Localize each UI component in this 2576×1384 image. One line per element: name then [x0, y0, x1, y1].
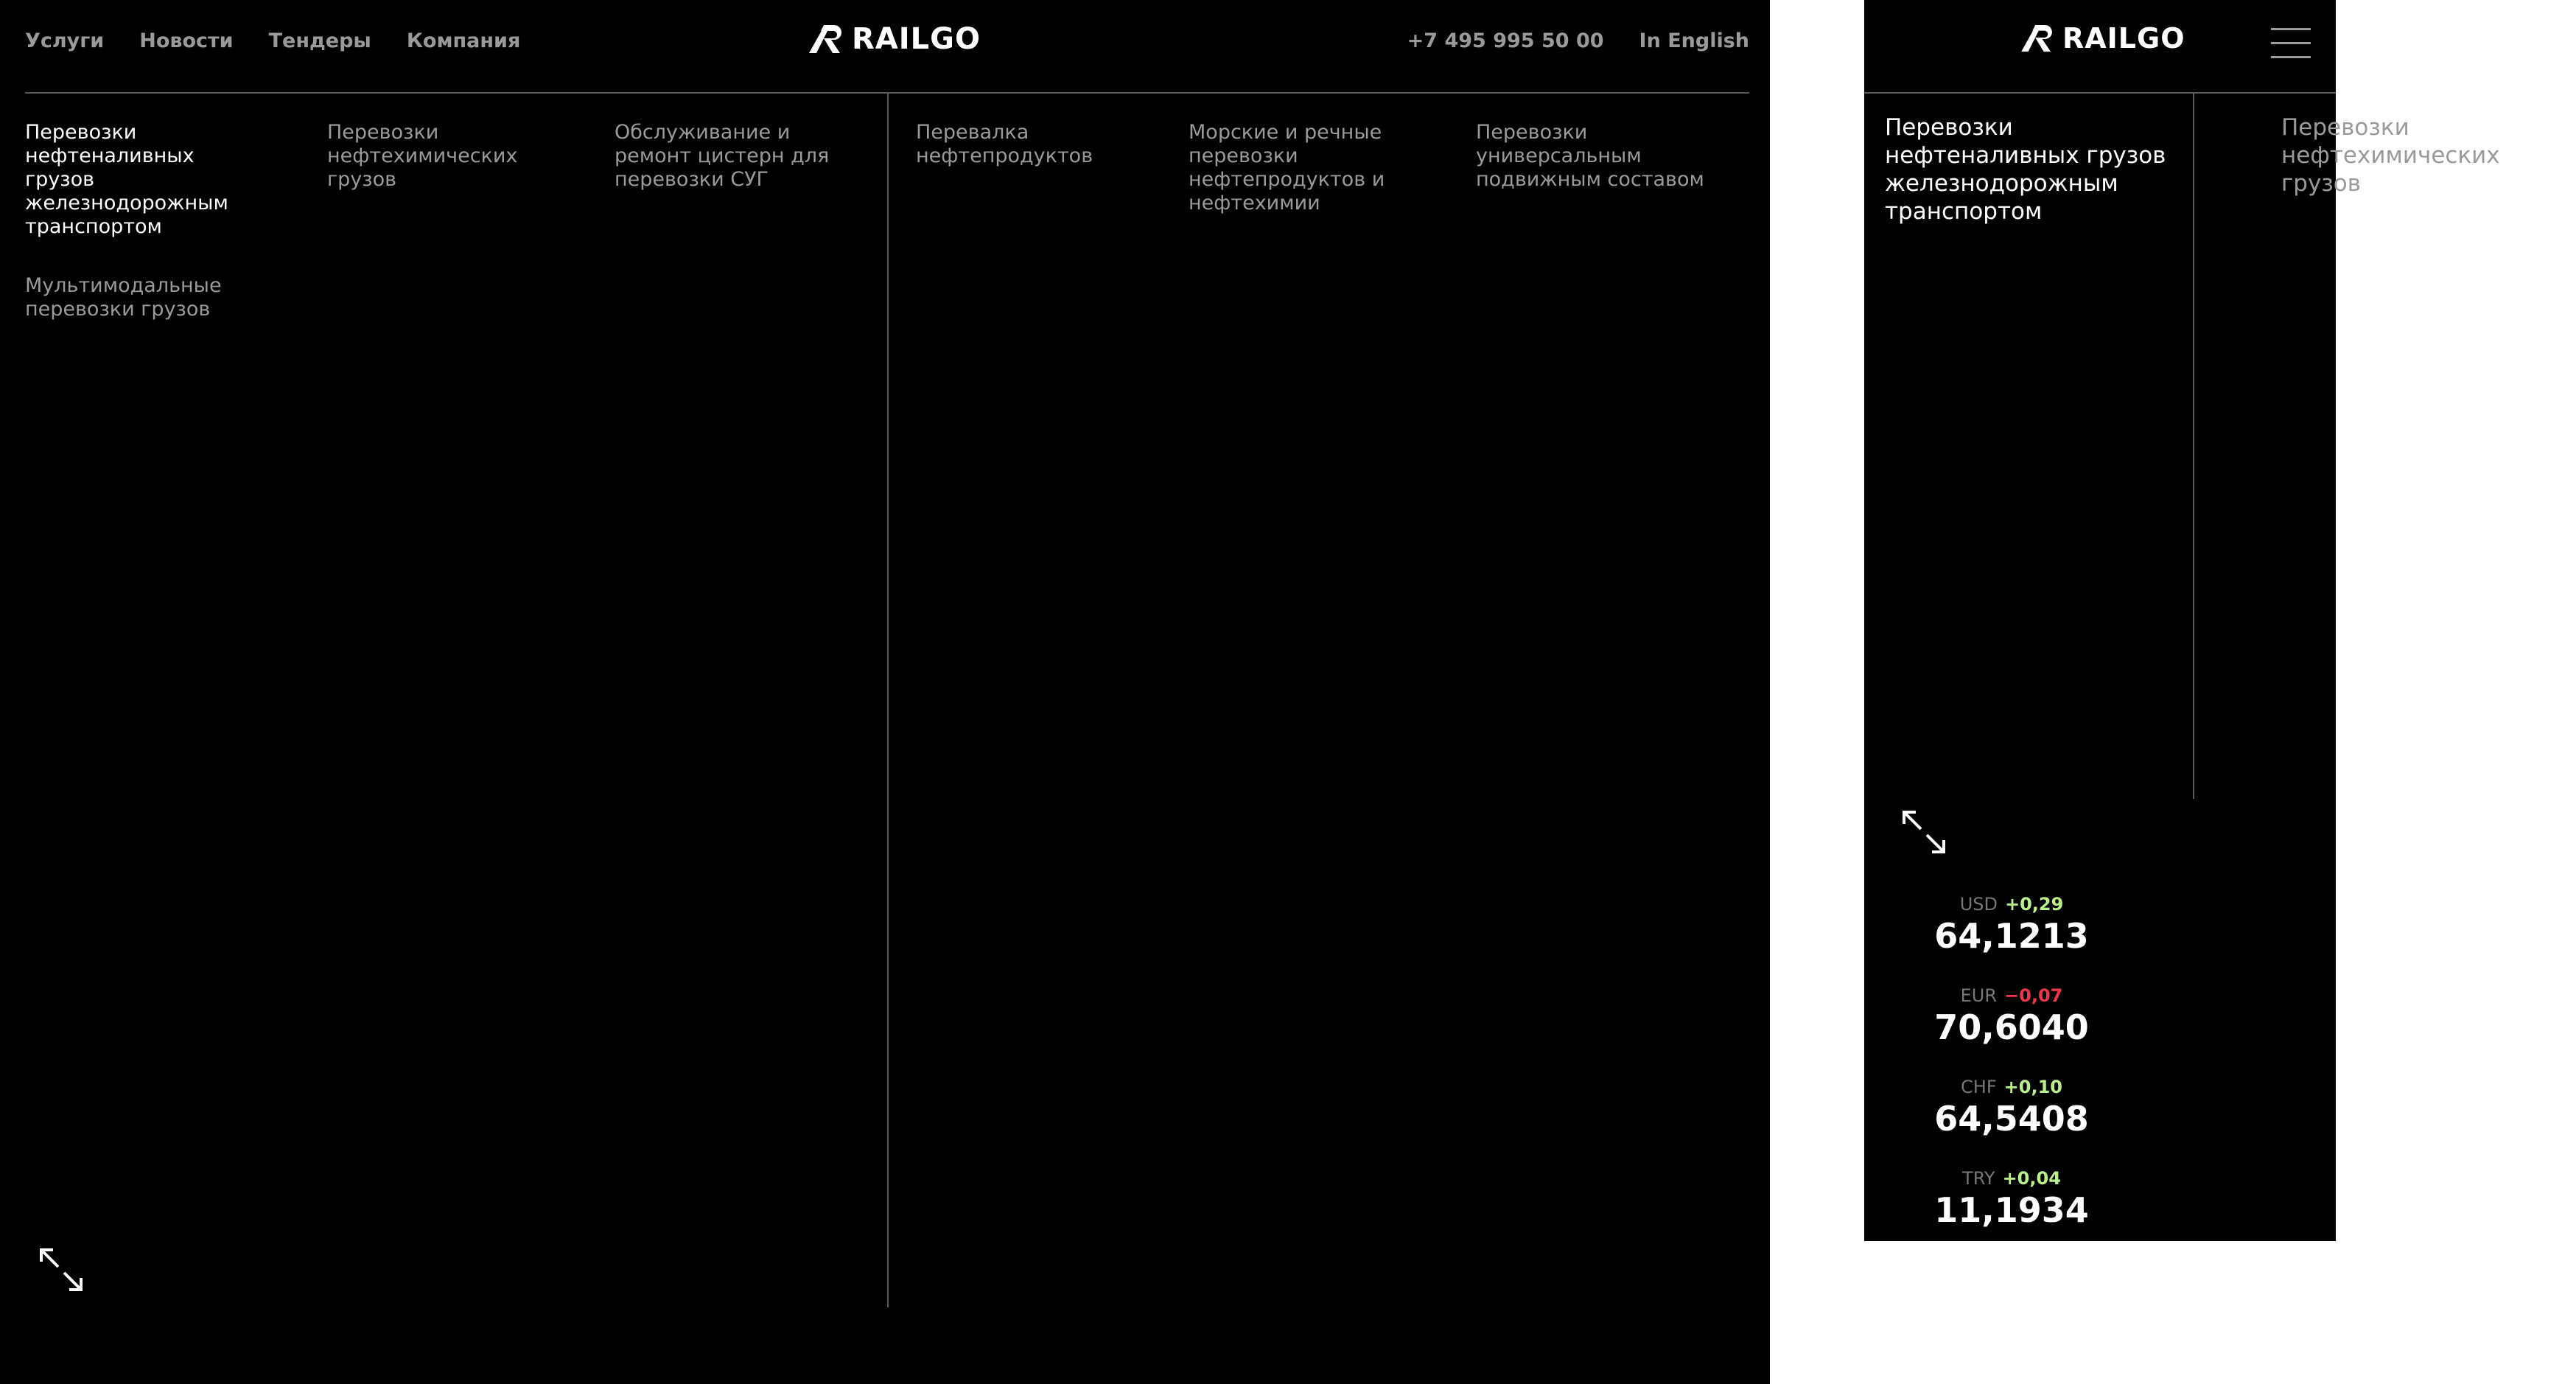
mobile-service-rail-oil[interactable]: Перевозки нефтеналивных грузов железнодорожным транспортом — [1885, 114, 2166, 225]
expand-icon[interactable] — [1901, 809, 1947, 855]
railgo-logo-icon — [2021, 25, 2054, 52]
service-lpg-tank-repair[interactable]: Обслуживание и ремонт цистерн для перевозки СУГ — [615, 121, 830, 191]
mobile-header-divider — [1864, 92, 2336, 94]
expand-icon[interactable] — [38, 1247, 84, 1293]
language-switch[interactable]: In English — [1639, 29, 1749, 52]
mobile-site-logo[interactable] — [2021, 22, 2185, 55]
nav-item-news[interactable]: Новости — [139, 29, 234, 52]
brand-name: RAILGO — [852, 22, 981, 56]
rate-chf — [1864, 1074, 2159, 1166]
rate-change: +0,04 — [2002, 1168, 2061, 1189]
rate-currency: USD — [1959, 894, 1998, 915]
header-right — [1407, 29, 1749, 52]
mobile-page — [1864, 0, 2500, 1241]
rate-change: −0,07 — [2004, 985, 2063, 1006]
rate-value: 70,6040 — [1934, 1007, 2089, 1047]
currency-rates — [1864, 892, 2159, 1257]
site-logo[interactable] — [809, 22, 981, 56]
nav-item-services[interactable]: Услуги — [25, 29, 105, 52]
nav-item-company[interactable]: Компания — [406, 29, 521, 52]
rate-change: +0,10 — [2003, 1077, 2062, 1097]
rate-value: 64,5408 — [1934, 1099, 2089, 1139]
rate-try — [1864, 1166, 2159, 1257]
rate-currency: CHF — [1961, 1077, 1997, 1097]
main-nav — [25, 29, 520, 52]
rate-currency: TRY — [1962, 1168, 1995, 1189]
service-multimodal[interactable]: Мультимодальные перевозки грузов — [25, 274, 222, 321]
rate-value: 11,1934 — [1934, 1190, 2089, 1230]
mobile-column-divider — [2193, 93, 2194, 799]
rate-change: +0,29 — [2004, 894, 2064, 915]
service-petrochemical[interactable]: Перевозки нефтехимических грузов — [327, 121, 518, 191]
mobile-service-petrochemical[interactable]: Перевозки нефтехимических грузов — [2281, 114, 2500, 197]
phone-link[interactable]: +7 495 995 50 00 — [1407, 29, 1604, 52]
service-transshipment[interactable]: Перевалка нефтепродуктов — [916, 121, 1093, 167]
rate-usd — [1864, 892, 2159, 983]
mobile-brand-name: RAILGO — [2062, 22, 2185, 55]
railgo-logo-icon — [809, 25, 843, 53]
rate-value: 64,1213 — [1934, 916, 2089, 956]
column-divider — [887, 93, 889, 1307]
nav-item-tenders[interactable]: Тендеры — [268, 29, 371, 52]
service-sea-river[interactable]: Морские и речные перевозки нефтепродуктов и нефтехимии — [1189, 121, 1385, 214]
service-rail-oil[interactable]: Перевозки нефтеналивных грузов железнодорожным транспортом — [25, 121, 228, 238]
hamburger-menu-icon[interactable] — [2271, 28, 2312, 59]
rate-eur — [1864, 983, 2159, 1074]
service-universal-rolling-stock[interactable]: Перевозки универсальным подвижным составом — [1476, 121, 1704, 191]
rate-currency: EUR — [1960, 985, 1998, 1006]
